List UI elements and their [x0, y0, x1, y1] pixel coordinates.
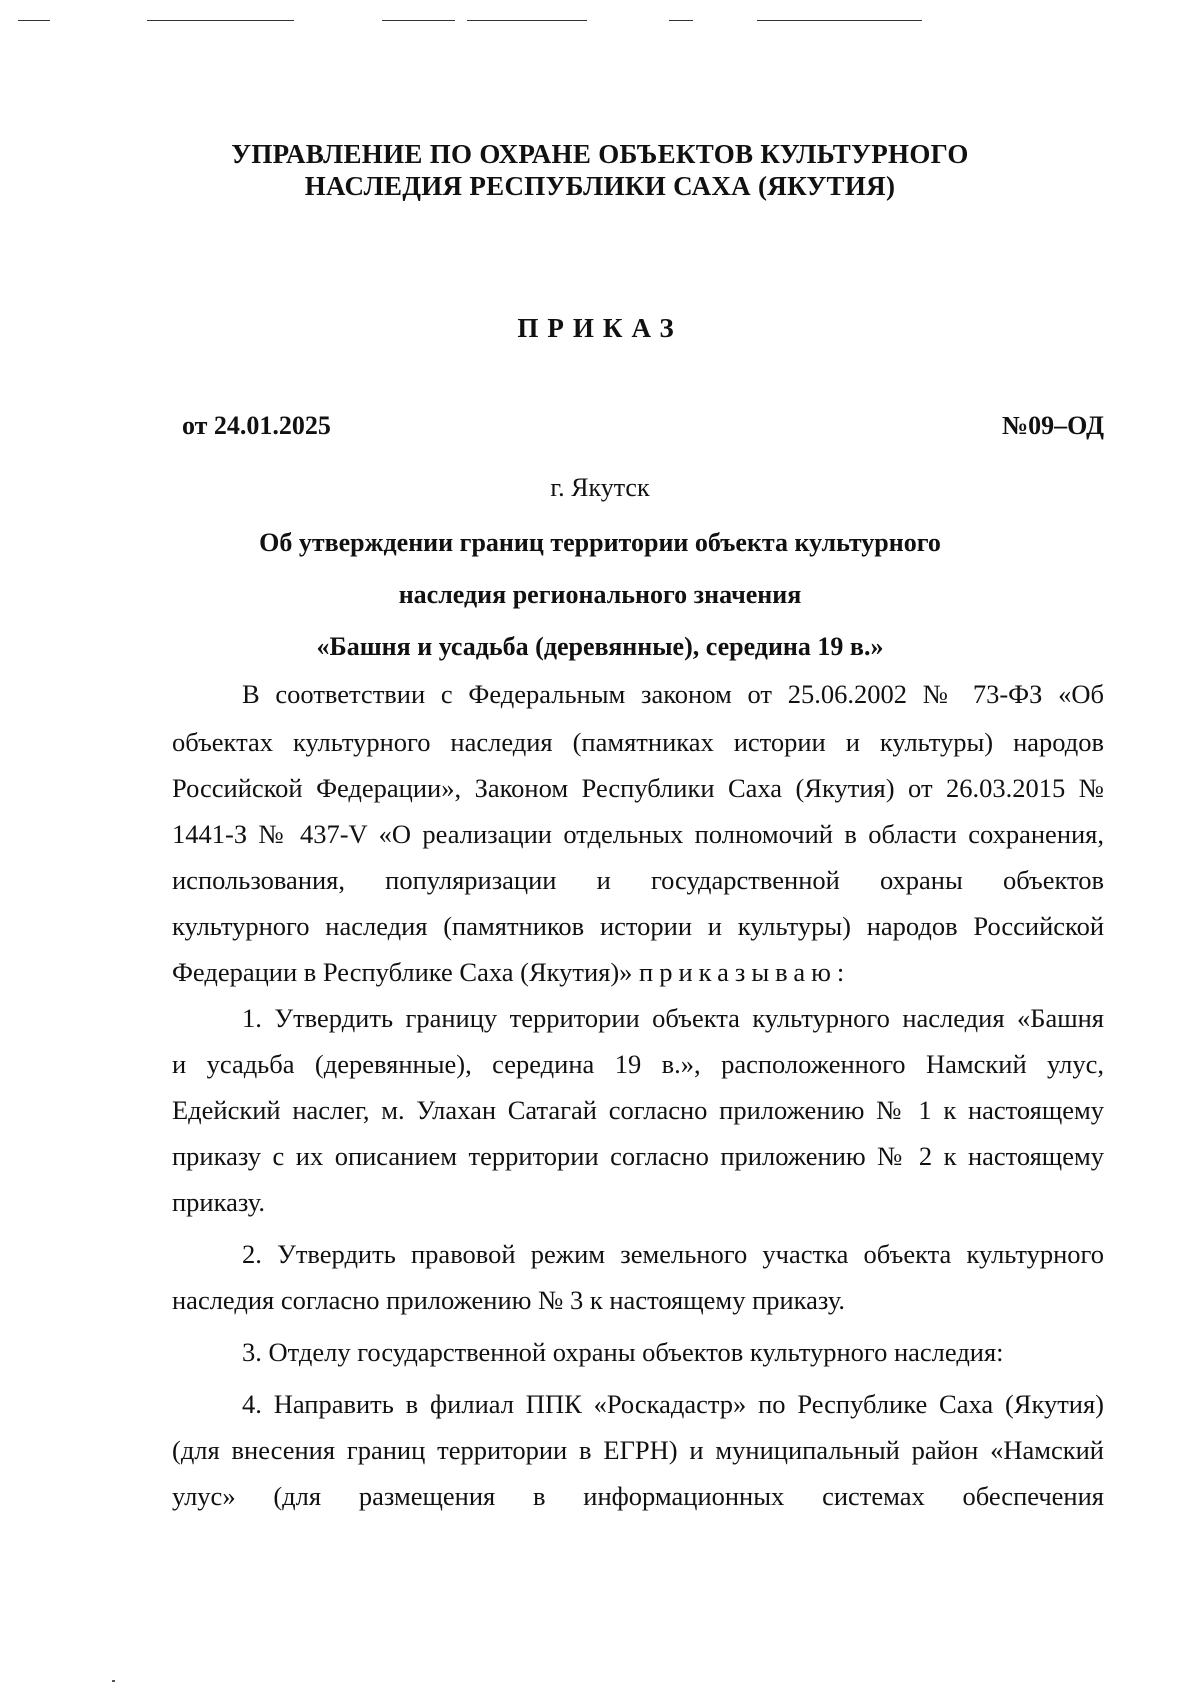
title-line: Об утверждении границ территории объекта культурного: [259, 528, 941, 557]
item-1-line: Едейский наслег, м. Улахан Сатагай согласно приложению № 1 к настоящему: [172, 1095, 1104, 1125]
item-1-line: и усадьба (деревянные), середина 19 в.», расположенного Намский улус,: [172, 1049, 1104, 1079]
item-4-line: (для внесения границ территории в ЕГРН) и муниципальный район «Намский: [172, 1435, 1104, 1465]
item-4-line: улус» (для размещения в информационных системах обеспечения: [172, 1481, 1104, 1511]
preamble-line: Российской Федерации», Законом Республики Саха (Якутия) от 26.03.2015 №: [172, 773, 1104, 803]
preamble-line: В соответствии с Федеральным законом от 25.06.2002 № 73-ФЗ «Об: [242, 679, 1104, 709]
item-1-line: 1. Утвердить границу территории объекта культурного наследия «Башня: [242, 1003, 1104, 1033]
organization-line: НАСЛЕДИЯ РЕСПУБЛИКИ САХА (ЯКУТИЯ): [304, 171, 896, 201]
document-number: №09–ОД: [1002, 411, 1104, 440]
title-line: «Башня и усадьба (деревянные), середина 19 в.»: [316, 632, 884, 661]
scan-artifact-line: [757, 20, 922, 21]
scan-artifact-line: [467, 20, 587, 21]
title-line: наследия регионального значения: [398, 580, 802, 609]
preamble-line: [172, 956, 1104, 988]
scan-artifact-line: [18, 20, 50, 21]
preamble-line: культурного наследия (памятников истории и культуры) народов Российской: [172, 911, 1104, 941]
scan-artifact-line: [669, 20, 693, 21]
item-2-line: наследия согласно приложению № 3 к настоящему приказу.: [172, 1285, 846, 1315]
preamble-line: использования, популяризации и государственной охраны объектов: [172, 865, 1104, 895]
item-4-line: 4. Направить в филиал ППК «Роскадастр» по Республике Саха (Якутия): [242, 1389, 1104, 1419]
preamble-text: Федерации в Республике Саха (Якутия)»: [172, 957, 633, 987]
document-city: г. Якутск: [550, 473, 650, 502]
item-3-line: 3. Отделу государственной охраны объектов культурного наследия:: [242, 1337, 1004, 1367]
document-date: от 24.01.2025: [182, 411, 331, 440]
document-title: [0, 527, 1200, 683]
item-1-line: приказу.: [172, 1187, 265, 1217]
order-word: приказываю:: [639, 957, 851, 987]
item-1-line: приказу с их описанием территории согласно приложению № 2 к настоящему: [172, 1141, 1104, 1171]
scan-artifact-dot: [112, 1680, 115, 1682]
preamble-line: объектах культурного наследия (памятниках истории и культуры) народов: [172, 727, 1104, 757]
organization-heading: [0, 138, 1200, 202]
scan-artifact-line: [382, 20, 455, 21]
document-type: ПРИКАЗ: [517, 313, 683, 343]
preamble-line: 1441-З № 437-V «О реализации отдельных полномочий в области сохранения,: [172, 819, 1104, 849]
item-2-line: 2. Утвердить правовой режим земельного участка объекта культурного: [242, 1239, 1104, 1269]
scan-artifact-line: [147, 20, 294, 21]
organization-line: УПРАВЛЕНИЕ ПО ОХРАНЕ ОБЪЕКТОВ КУЛЬТУРНОГО: [231, 139, 969, 169]
